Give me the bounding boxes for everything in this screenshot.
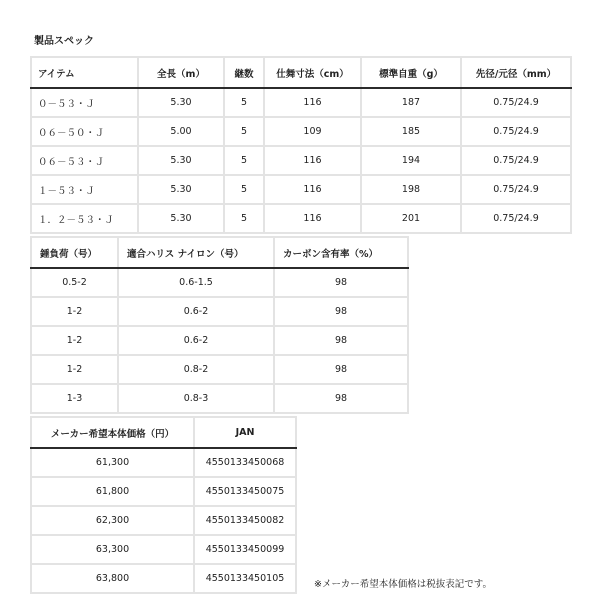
header-sinker-load: 錘負荷（号） — [31, 237, 118, 268]
cell-weight: 201 — [361, 204, 461, 233]
table-row — [31, 384, 408, 413]
cell-sinker-load: 1-2 — [31, 297, 118, 326]
cell-jan: 4550133450105 — [194, 564, 296, 593]
header-item: アイテム — [31, 57, 138, 88]
table-row — [31, 175, 571, 204]
sinker-header-row — [31, 237, 408, 268]
cell-carbon-content: 98 — [274, 297, 408, 326]
cell-harris-nylon: 0.6-2 — [118, 326, 274, 355]
header-weight: 標準自重（g） — [361, 57, 461, 88]
table-row — [31, 204, 571, 233]
cell-closed-length: 116 — [264, 88, 361, 117]
spec-header-row — [31, 57, 571, 88]
page-title: 製品スペック — [34, 36, 94, 47]
cell-diameter: 0.75/24.9 — [461, 175, 571, 204]
cell-weight: 187 — [361, 88, 461, 117]
cell-harris-nylon: 0.8-3 — [118, 384, 274, 413]
header-price: メーカー希望本体価格（円） — [31, 417, 194, 448]
sinker-table — [30, 236, 409, 414]
cell-jan: 4550133450099 — [194, 535, 296, 564]
cell-sinker-load: 0.5-2 — [31, 268, 118, 297]
cell-item: ０－５３・Ｊ — [31, 88, 138, 117]
cell-diameter: 0.75/24.9 — [461, 88, 571, 117]
cell-closed-length: 116 — [264, 175, 361, 204]
cell-length: 5.30 — [138, 175, 224, 204]
header-sections: 継数 — [224, 57, 264, 88]
cell-sections: 5 — [224, 204, 264, 233]
cell-weight: 185 — [361, 117, 461, 146]
cell-sections: 5 — [224, 175, 264, 204]
cell-closed-length: 116 — [264, 204, 361, 233]
price-header-row — [31, 417, 296, 448]
cell-weight: 194 — [361, 146, 461, 175]
cell-sinker-load: 1-3 — [31, 384, 118, 413]
cell-price: 61,800 — [31, 477, 194, 506]
cell-closed-length: 109 — [264, 117, 361, 146]
table-row — [31, 448, 296, 477]
cell-sinker-load: 1-2 — [31, 326, 118, 355]
table-row — [31, 117, 571, 146]
spec-table — [30, 56, 572, 234]
cell-diameter: 0.75/24.9 — [461, 204, 571, 233]
header-jan: JAN — [194, 417, 296, 448]
header-closed-length: 仕舞寸法（cm） — [264, 57, 361, 88]
cell-carbon-content: 98 — [274, 268, 408, 297]
table-row — [31, 268, 408, 297]
header-harris-nylon: 適合ハリス ナイロン（号） — [118, 237, 274, 268]
header-carbon-content: カーボン含有率（%） — [274, 237, 408, 268]
cell-item: ０６－５０・Ｊ — [31, 117, 138, 146]
table-row — [31, 355, 408, 384]
cell-price: 63,800 — [31, 564, 194, 593]
table-row — [31, 535, 296, 564]
table-row — [31, 477, 296, 506]
cell-item: １．２－５３・Ｊ — [31, 204, 138, 233]
cell-item: ０６－５３・Ｊ — [31, 146, 138, 175]
cell-sinker-load: 1-2 — [31, 355, 118, 384]
cell-item: １－５３・Ｊ — [31, 175, 138, 204]
cell-length: 5.30 — [138, 204, 224, 233]
cell-jan: 4550133450082 — [194, 506, 296, 535]
cell-length: 5.30 — [138, 88, 224, 117]
cell-length: 5.00 — [138, 117, 224, 146]
cell-sections: 5 — [224, 88, 264, 117]
header-diameter: 先径/元径（mm） — [461, 57, 571, 88]
cell-closed-length: 116 — [264, 146, 361, 175]
cell-sections: 5 — [224, 117, 264, 146]
cell-harris-nylon: 0.6-2 — [118, 297, 274, 326]
cell-price: 62,300 — [31, 506, 194, 535]
cell-sections: 5 — [224, 146, 264, 175]
table-row — [31, 297, 408, 326]
price-table — [30, 416, 297, 594]
cell-price: 63,300 — [31, 535, 194, 564]
table-row — [31, 564, 296, 593]
table-row — [31, 146, 571, 175]
table-row — [31, 88, 571, 117]
cell-diameter: 0.75/24.9 — [461, 117, 571, 146]
table-row — [31, 506, 296, 535]
cell-weight: 198 — [361, 175, 461, 204]
cell-diameter: 0.75/24.9 — [461, 146, 571, 175]
cell-length: 5.30 — [138, 146, 224, 175]
price-footnote: ※メーカー希望本体価格は税抜表記です。 — [314, 579, 493, 590]
cell-jan: 4550133450075 — [194, 477, 296, 506]
header-length: 全長（m） — [138, 57, 224, 88]
cell-price: 61,300 — [31, 448, 194, 477]
cell-carbon-content: 98 — [274, 326, 408, 355]
cell-harris-nylon: 0.6-1.5 — [118, 268, 274, 297]
cell-jan: 4550133450068 — [194, 448, 296, 477]
table-row — [31, 326, 408, 355]
cell-carbon-content: 98 — [274, 384, 408, 413]
cell-harris-nylon: 0.8-2 — [118, 355, 274, 384]
cell-carbon-content: 98 — [274, 355, 408, 384]
